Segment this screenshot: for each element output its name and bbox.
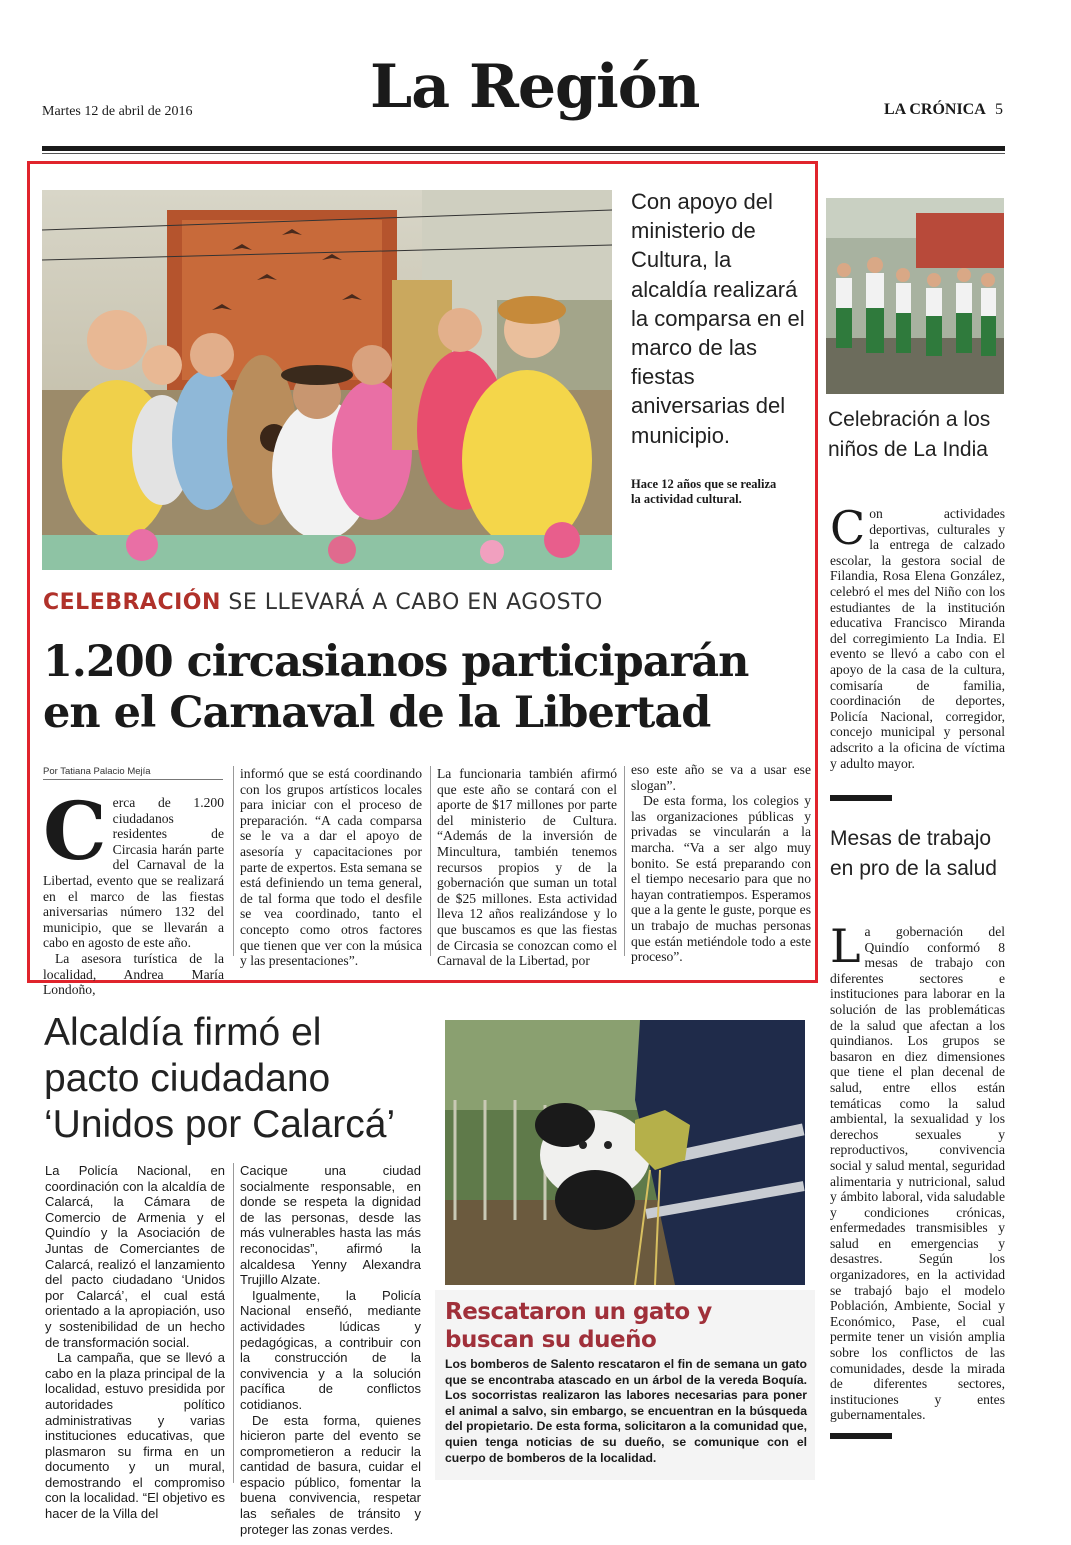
byline: Por Tatiana Palacio Mejía xyxy=(43,766,151,777)
column-rule xyxy=(430,766,431,956)
sidebar-headline-2: Mesas de trabajo en pro de la salud xyxy=(830,827,997,880)
byline-rule xyxy=(43,779,223,780)
sidebar-story-1 xyxy=(830,501,1005,771)
children-photo xyxy=(826,198,1004,394)
column-rule xyxy=(233,1163,234,1483)
paragraph: La campaña, que se llevó a cabo en la plaza principal de la localidad, estuvo presidida por autoridades político administrativas y varias instituciones educativas, que plasmaron su firma en un documento y un mural, demostrando el compromiso con la localidad. “El objetivo es hacer de la Villa del xyxy=(45,1350,225,1522)
story-column-2 xyxy=(240,766,422,969)
kicker-text: SE LLEVARÁ A CABO EN AGOSTO xyxy=(228,590,603,615)
paragraph: erca de 1.200 ciudadanos residentes de Circasia harán parte del Carnaval de la Libertad, evento que se realizará en el marco de las fiestas aniversarias número 132 del municipio, que se llevarán a cabo en agosto de este año. xyxy=(43,795,224,951)
paragraph: Cacique una ciudad socialmente responsable, en donde se respeta la dignidad de las personas, desde las más vulnerables hasta las más reconocidas”, afirmó la alcaldesa Yenny Alexandra Trujillo Alzate. xyxy=(240,1163,421,1288)
paragraph: Igualmente, la Policía Nacional enseñó, mediante actividades lúdicas y pedagógicas, a contribuir con la construcción de la convivencia y a la solución pacífica de conflictos cotidianos. xyxy=(240,1287,421,1412)
cat-story-headline: Rescataron un gato y buscan su dueño xyxy=(445,1299,712,1353)
paragraph: La funcionaria también afirmó que este año se contará con el aporte de $17 millones por parte del ministerio de Cultura. “Además de la inversión de Mincultura, también tenemos recursos propios y de la gobernación que suman un total de $25 millones. Esta actividad lleva 12 años realizándose y lo que buscamos es que las fiestas de Circasia se conozcan como el Carnaval de la Libertad, por xyxy=(437,766,617,969)
sidebar-divider xyxy=(830,795,892,801)
story-headline: 1.200 circasianos participarán en el Carnaval de la Libertad xyxy=(43,637,749,738)
story-deck: Con apoyo del ministerio de Cultura, la alcaldía realizará la comparsa en el marco de las fiestas aniversarias del municipio. xyxy=(631,189,805,448)
cat-rescue-photo xyxy=(445,1020,805,1285)
paragraph: De esta forma, los colegios y las organizaciones públicas y privadas se vincularán a la marcha. “Va a ser algo muy bonito. Se está preparando con el tiempo necesario para que no hayan contratiempos. Esperamos que a la gente le guste, porque es un trabajo de muchas personas que están metiéndole todo a este proceso”. xyxy=(631,793,811,965)
column-rule xyxy=(233,766,234,956)
photo-caption: Hace 12 años que se realiza la actividad cultural. xyxy=(631,477,777,506)
column-rule xyxy=(624,766,625,956)
newspaper-name: LA CRÓNICA xyxy=(884,101,986,118)
story-kicker xyxy=(43,590,603,615)
carnival-photo xyxy=(42,190,612,570)
bottom-column-2 xyxy=(240,1163,421,1537)
paragraph: a gobernación del Quindío conformó 8 mesas de trabajo con diferentes sectores e instituciones para laborar en la solución de las problemáticas de la salud que afectan a los quindianos. Los grupos se basaron en diez dimensiones que tiene el plan decenal de salud, entre ellos están temáticas como la salud ambiental, la sexualidad y los derechos sexuales y reproductivos, convivencia social y salud mental, seguridad alimentaria y nutricional, salud y ámbito laboral, vida saludable y condiciones crónicas, enfermedades transmisibles y salud en emergencias y desastres. Según los organizadores, en la actividad se trabajó bajo el modelo Población, Ambiente, Social y Económico, Pase, el cual permite tener un visión amplia sobre los conflictos de las comunidades, desde la mirada de diferentes sectores, instituciones y entes gubernamentales. xyxy=(830,924,1005,1423)
paragraph: De esta forma, quienes hicieron parte del evento se comprometieron a reducir la cantidad de basura, cuidar el espacio público, fomentar la buena convivencia, respetar las señales de tránsito y proteger las zonas verdes. xyxy=(240,1412,421,1537)
bottom-headline: Alcaldía firmó el pacto ciudadano ‘Unidos por Calarcá’ xyxy=(44,1011,396,1146)
kicker-label: CELEBRACIÓN xyxy=(43,590,221,615)
story-column-1 xyxy=(43,784,224,998)
bottom-column-1 xyxy=(45,1163,225,1522)
paragraph: La asesora turística de la localidad, Andrea María Londoño, xyxy=(43,950,224,998)
story-column-4 xyxy=(631,762,811,965)
sidebar-headline-1: Celebración a los niños de La India xyxy=(828,408,991,461)
section-title: La Región xyxy=(370,52,700,122)
paragraph: on actividades deportivas, culturales y la entrega de calzado escolar, la gestora social de Filandia, Rosa Elena González, celebró el mes del Niño con los estudiantes de la institución educativa Francisco Miranda del corregimiento La India. El evento se llevó a cabo con el apoyo de la casa de la cultura, comisaría de familia, coordinación de deportes, Policía Nacional, corregidor, concejo municipal y personal adscrito a la oficina de víctima y adulto mayor. xyxy=(830,506,1005,771)
sidebar-divider xyxy=(830,1433,892,1439)
header-rule-thin xyxy=(42,153,1005,154)
paragraph: informó que se está coordinando con los grupos artísticos locales para iniciar con el proceso de preparación. “A cada comparsa se le va a dar el apoyo de asesoría y capacitaciones por parte de expertos. Esta semana se está definiendo un tema general, de tal forma que todo el desfile se vea coordinado, tanto el concepto como otros factores que tienen que ver con la música y las presentaciones”. xyxy=(240,766,422,969)
cat-story-text: Los bomberos de Salento rescataron el fin de semana un gato que se encontraba atascado en un árbol de la vereda Boquía. Los socorristas realizaron las labores necesarias para poner el animal a salvo, sin embargo, se encuentran en la búsqueda del propietario. De esta forma, solicitaron a la comunidad que, quien tenga noticias de su dueño, se comunique con el cuerpo de bomberos de la localidad. xyxy=(445,1357,807,1465)
paragraph: eso este año se va a usar ese slogan”. xyxy=(631,762,811,793)
story-column-3 xyxy=(437,766,617,969)
sidebar-story-2 xyxy=(830,919,1005,1423)
drop-cap: C xyxy=(830,501,866,555)
page-number: 5 xyxy=(995,101,1003,118)
paragraph: La Policía Nacional, en coordinación con la alcaldía de Calarcá, la Cámara de Comercio de Armenia y el Quindío y la Asociación de Juntas de Comerciantes de Calarcá, realizó el lanzamiento del pacto ciudadano ‘Unidos por Calarcá’, el cual está orientado a la apropiación, uso y sostenibilidad de un hecho de transformación social. xyxy=(45,1163,225,1350)
drop-cap: C xyxy=(43,784,107,878)
drop-cap: L xyxy=(830,919,861,973)
header-rule xyxy=(42,146,1005,151)
issue-date: Martes 12 de abril de 2016 xyxy=(42,104,193,119)
